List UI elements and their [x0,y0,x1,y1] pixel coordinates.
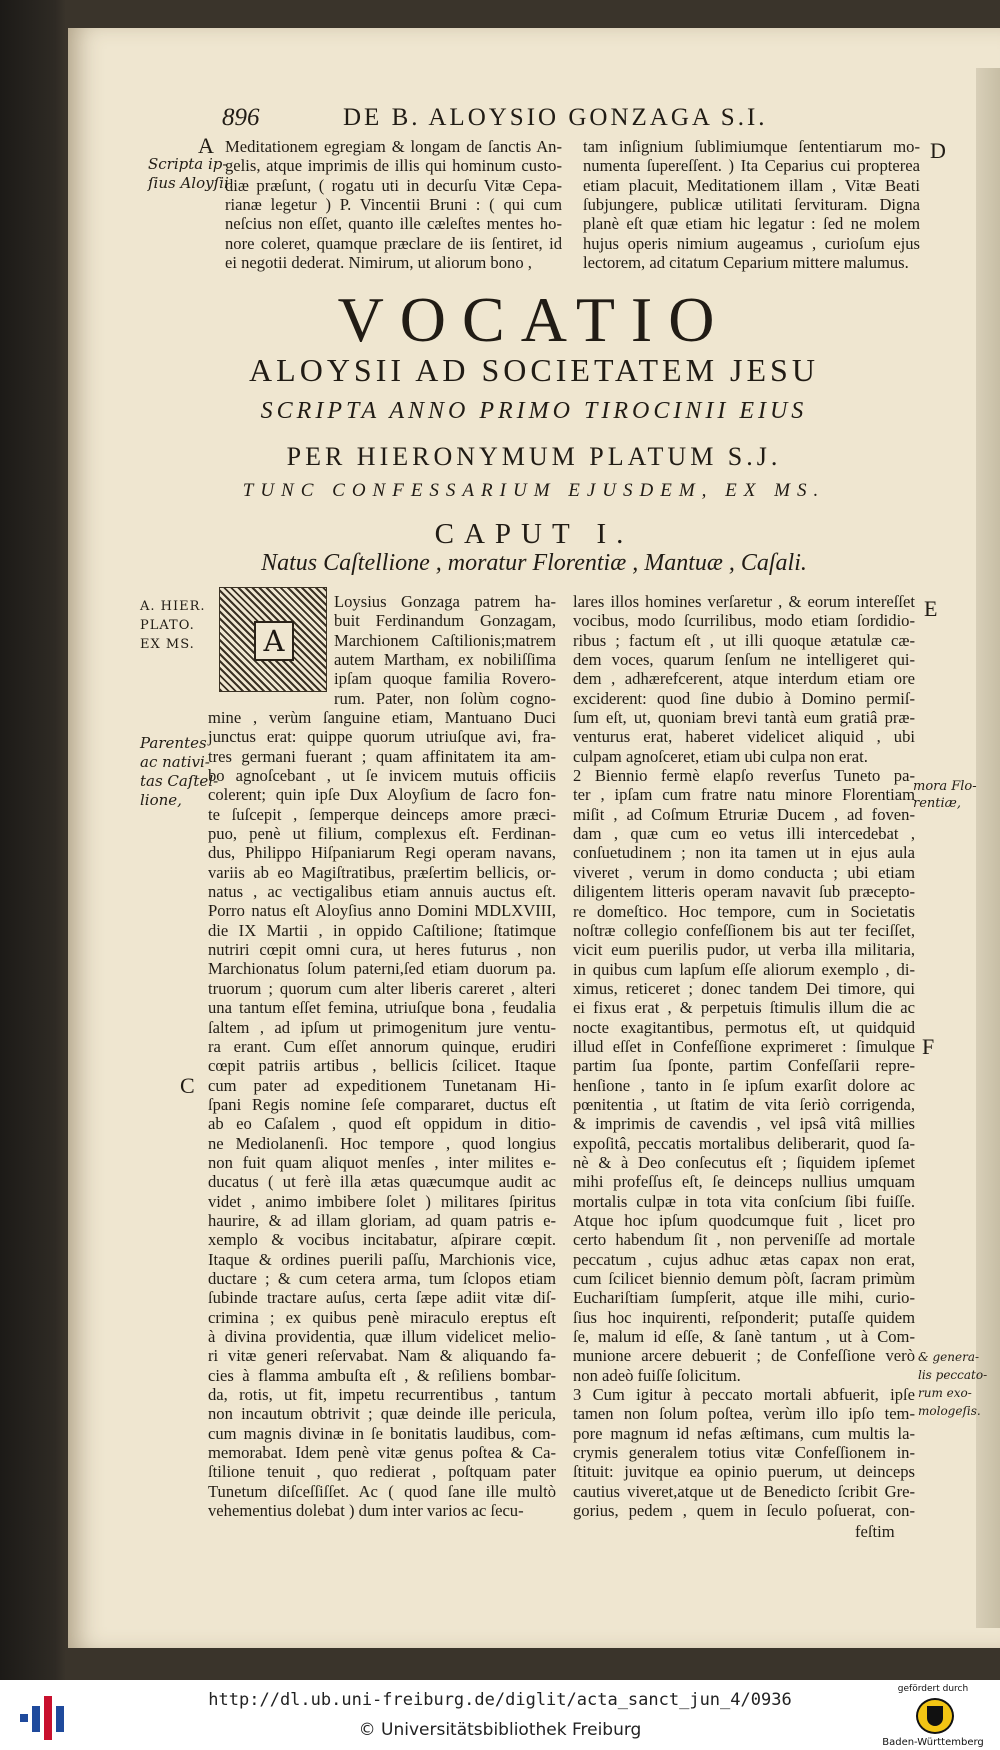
text-line: una tantum eſſet femina, utriuſque bona , feudalia [208,998,556,1018]
text-line: mihi profeſſus eſt, ſe deinceps nullius umquam [573,1172,915,1192]
text-line: non adeò fuiſſe ſolicitum. [573,1365,741,1385]
text-line: tamen non ſolum poſtea, verùm illo ipſo tem- [573,1404,915,1424]
running-title: DE B. ALOYSIO GONZAGA S.I. [343,104,768,131]
text-line: pœnitentia , ut ſtatim de vita ſeriò corrigenda, [573,1094,915,1114]
text-line: noſtræ collegio confeſſionem bis aut ter feciſſet, [573,920,915,940]
text-line: Atque hoc ipſum quodcumque fuit , licet pro [573,1211,915,1230]
text-line: vehementius dolebat ) dum inter varios ac ſecu- [208,1501,524,1521]
text-line: dam , quæ cum eo vetus illi intercedebat , [573,824,915,844]
text-line: ſtilione tenuit , quo redierat , poſtquam pater [208,1462,556,1482]
chapter-summary: Natus Caſtellione , moratur Florentiæ , Mantuæ , Caſali. [261,550,807,576]
marker-c: C [180,1073,195,1098]
text-line: haurire, & ad illam gloriam, ad quam patris e- [208,1210,556,1230]
text-line: nutriri cœpit omni cura, ut heres futurus , non [208,940,556,960]
text-line: vocibus, modo ſcurrilibus, modo etiam ſordidio- [573,611,915,631]
text-line: expoſitâ, peccatis mortalibus deliberarit, quod ſa- [573,1133,915,1153]
text-line: Marchionem Caſtilionis;matrem [334,630,556,650]
title-vocatio: VOCATIO [337,284,731,355]
col2-block [573,592,915,1521]
text-line: cum ſcilicet biennio demum pòſt, ſacram primùm [573,1269,915,1289]
title-line5: TUNC CONFESSARIUM EJUSDEM, EX MS. [242,480,826,501]
permalink-url[interactable]: http://dl.ub.uni-freiburg.de/diglit/acta_sanct_jun_4/0936 [208,1690,792,1710]
text-line: mine , verùm ſanguine etiam, Mantuano Duci [208,708,556,727]
text-line: da, rotis, ut fit, impetu recurrentibus , tantum [208,1385,556,1405]
text-line: Marchionatus ſolum paterni,ſed etiam duorum pa. [208,959,556,979]
text-line: lares illos homines verſaretur , & eorum intereſſet [573,592,915,611]
intro-left-column [225,137,562,272]
margin-note-line: mologeſis. [918,1404,981,1418]
text-line: Porro natus eſt Aloyſius anno Domini MDLXVIII, [208,901,556,921]
marker-a: A [198,133,214,158]
text-line: buit Ferdinandum Gonzagam, [334,611,556,631]
text-line: henſione , tanto in ſe ipſum exarſit dolore ac [573,1075,915,1095]
margin-note-mora [913,778,977,812]
chapter-heading: CAPUT I. [434,518,634,550]
text-line: à divina providentia, quæ illum videlicet melio- [208,1327,556,1346]
margin-note-line: & genera- [918,1350,980,1364]
text-line: nè & à Deo conſecutus eſt ; ſiquidem ipſemet [573,1152,915,1172]
sponsor-badge [878,1684,988,1748]
text-line: exciderent: quod ſine dubio à Domino permiſ- [573,688,915,708]
text-line: culpam agnoſceret, etiam ubi culpa non erat. [573,746,868,766]
margin-note-line: ac nativi- [140,753,210,771]
intro-line: planè eſt quæ etiam hic legatur : ſed ne molem [583,214,920,234]
text-line: ſius hoc inquirenti, reſponderit; putaſſe quidem [573,1307,915,1327]
text-line: peccatum , cujus adhuc ætas capax non erat, [573,1249,915,1269]
text-line: ri vitæ generi reſervabat. Nam & aliquando fa- [208,1346,556,1366]
marker-d: D [930,138,946,163]
text-line: cum magnis divinæ in ſe bonitatis laudibus, com- [208,1423,556,1443]
text-line: ſaltem , ad ipſum ut primogenitum jure ventu- [208,1017,556,1037]
col1-top-block [334,592,556,708]
text-line: crimina ; ex quibus penè miraculo ereptus eſt [208,1307,556,1327]
text-line: cœpit patriis artibus , bellicis ſcilicet. Itaque [208,1056,556,1076]
coat-of-arms-icon [916,1698,954,1734]
text-line: ipſam quoque familia Rovero- [334,669,556,689]
marker-f: F [922,1034,935,1059]
text-line: rum. Pater, non ſolùm cogno- [334,688,556,708]
margin-note-parentes [140,734,218,810]
text-line: miſit , ad Coſmum Etruriæ Ducem , ad foven- [573,804,915,824]
text-line: bo agnoſcebant , ut ſe invicem mutuis officiis [208,766,556,786]
title-line3: SCRIPTA ANNO PRIMO TIROCINII EIUS [260,398,808,424]
text-line: ſubinde tractare auſus, certa ſæpe adiit vitæ diſ- [208,1288,556,1308]
margin-note-line: tas Caſtel- [140,772,219,790]
sponsor-label: gefördert durch [897,1684,969,1694]
marginal-note-line: ſius Aloyſii. [148,174,234,192]
margin-note-line: lione, [140,791,182,809]
margin-note-line: lis peccato- [918,1368,988,1382]
text-line: 2 Biennio fermè elapſo reverſus Tuneto pa- [573,766,915,786]
intro-line: ei negotii dederat. Nimirum, ut aliorum bono , [225,253,532,273]
text-line: tres germani fuerant ; quam affinitatem ita am- [208,746,556,766]
intro-line: Meditationem egregiam & longam de ſanctis An- [225,137,562,156]
text-line: colerent; quin ipſe Dux Aloyſium de ſacro fon- [208,785,556,805]
marker-e: E [924,596,938,621]
text-line: te ſuſcepit , ſemperque deinceps amore præci- [208,804,556,824]
text-line: Itaque & ordines puerili paſſu, Marchionis vice, [208,1249,556,1269]
text-line: truorum ; quorum cum alter liberis careret , alteri [208,978,556,998]
text-line: natus , ac vectigalibus etiam annuis auctus eſt. [208,882,556,902]
initial-letter: A [254,621,294,661]
viewer-footer [0,1680,1000,1750]
marginal-note-line: Scripta ip- [148,155,228,173]
text-line: ductare ; & cum cetera arma, tum ſclopos etiam [208,1268,556,1288]
text-line: dem , adhærefcerent, atque interdum etiam ore [573,669,915,689]
intro-line: ſubjungere, publicæ utilitati ſervituram. Digna [583,195,920,215]
text-line: ab eo Caſalem , quod eſt oppidum in ditio- [208,1114,556,1134]
intro-line: nore coleret, quamque præclare de iis ſentiret, id [225,233,562,253]
text-line: ximus, reticeret ; donec tandem Dei timore, qui [573,978,915,998]
text-line: certo habendum ſit , non perveniſſe ad mortale [573,1230,915,1250]
sponsor-name: Baden-Württemberg [882,1737,984,1748]
margin-note-line: rentiæ, [913,796,962,811]
text-line: autem Martham, ex nobiliſſima [334,650,556,670]
margin-note-line: Parentes [140,734,207,752]
text-line: non fuit quam aliquot menſes , inter milites e- [208,1152,556,1172]
text-line: die IX Martii , in oppido Caſtilione; ſtatimque [208,920,556,940]
ornamental-initial [219,587,327,692]
source-note-line: EX MS. [140,637,195,652]
text-line: ducatus ( ut ferè illa ætas quæcumque audit ac [208,1172,556,1192]
intro-line: lectorem, ad citatum Ceparium mittere malumus. [583,253,909,273]
text-line: diligentem litteris operam navavit ſub præcepto- [573,882,915,902]
col1-main-block [208,708,556,1520]
text-line: puo, penè ut filium, complexus eſt. Ferdinan- [208,824,556,844]
text-line: ra erant. Cum eſſet annorum quinque, erudiri [208,1036,556,1056]
text-line: ſtituit: juvitque ea opinio puerum, ut deinceps [573,1462,915,1482]
title-line4: PER HIERONYMUM PLATUM S.J. [286,442,782,471]
text-line: cum pater ad expeditionem Tunetanam Hi- [208,1075,556,1095]
text-line: ne Mediolanenſi. Hoc tempore , quod longius [208,1133,556,1153]
text-line: conſuetudinem ; non ita tamen ut in ejus aula [573,843,915,863]
text-line: munione arcere debuerit ; de Confeſſione verò [573,1346,915,1366]
text-line: nocte exagitantibus, permotus eſt, ut quidquid [573,1017,915,1037]
margin-note-line: rum exo- [918,1386,972,1400]
text-line: ei fixus erat , & perpetuis ſtimulis illum die ac [573,998,915,1018]
intro-line: neſcius non eſſet, quanto ille cæleſtes mentes ho- [225,214,562,234]
title-line2: ALOYSII AD SOCIETATEM JESU [249,352,819,388]
text-line: crymis generalem totius vitæ Confeſſionem in- [573,1443,915,1463]
text-line: in quibus cum lapſum eſſe aliorum exemplo , di- [573,959,915,979]
source-note-line: A. HIER. [140,599,206,614]
text-line: dus, Philippo Hiſpaniarum Regi operam navans, [208,843,556,863]
text-line: variis ab eo Magiſtratibus, præſertim bellicis, or- [208,862,556,882]
intro-line: rianæ legetur ) P. Vincentii Bruni : ( qui cum [225,195,562,215]
text-line: venturus erat, haberet videlicet aliquid , ubi [573,727,915,747]
text-line: xemplo & vocibus incitabatur, aſpirare cœpit. [208,1230,556,1250]
margin-note-line: mora Flo- [913,779,977,794]
text-line: Loysius Gonzaga patrem ha- [334,592,556,611]
intro-line: numenta ſupereſſent. ) Ita Ceparius cui propterea [583,156,920,176]
text-line: vicit eum puerilis pudor, ut verba illa militaria, [573,940,915,960]
text-line: Euchariſtiam ſumpſerit, atque ille mihi, curio- [573,1288,915,1308]
text-line: ribus ; factum eſt , ut illi quoque ætatulæ cæ- [573,630,915,650]
intro-right-column [583,137,920,272]
text-line: 3 Cum igitur à peccato mortali abfuerit, ipſe [573,1385,915,1405]
text-line: cies à flamma ambuſta eſt , & reſiliens bombar- [208,1365,556,1385]
text-line: gorius, pedem , quem in ſeculo poſuerat, con- [573,1501,915,1521]
text-line: Tunetum diſceſſiſſet. Ac ( quod ſane ille multò [208,1481,556,1501]
text-line: mortalis culpæ in tota vita conſcium ſibi fuiſſe. [573,1191,915,1211]
catchword: feſtim [855,1522,895,1541]
text-line: ſpani Regis nomine ſeſe compararet, ductus eſt [208,1094,556,1114]
text-line: viveret , verum in domo conducta ; ubi etiam [573,862,915,882]
text-line: pore magnum id nefas æſtimans, cum multis la- [573,1423,915,1443]
intro-line: etiam placuit, Meditationem illam , Vitæ Beati [583,175,920,195]
text-line: cautius viveret,atque ut de Benedicto ſcribit Gre- [573,1481,915,1501]
intro-line: diæ præſunt, ( rogatu uti in decurſu Vitæ Cepa- [225,175,562,195]
text-line: ter , ipſam cum fratre natu minore Florentiam [573,785,915,805]
text-line: dem voces, quarum ſenſum ne intelligeret qui- [573,650,915,670]
page-number: 896 [222,104,260,131]
intro-line: tam inſignium ſublimiumque ſententiarum mo- [583,137,920,156]
text-line: illud eſſet in Confeſſione exprimeret : ſimulque [573,1036,915,1056]
copyright-notice: © Universitätsbibliothek Freiburg [358,1720,642,1740]
margin-note-generalis [918,1348,987,1420]
text-line: memorabat. Idem penè vitæ genus poſtea & Ca- [208,1443,556,1463]
text-line: & imprimis de cavendis , vel ipsâ vitâ millies [573,1114,915,1134]
text-line: junctus erat: quippe quorum utriuſque avi, fra- [208,727,556,747]
marginal-note-scripta [148,155,234,193]
text-line: ſum eſt, ut, quoniam brevi tantà eum gratiâ præ- [573,708,915,728]
text-line: partim ſua ſponte, partim Confeſſarii repre- [573,1056,915,1076]
text-line: non incautum obtrivit ; quæ deinde ille pericula, [208,1404,556,1424]
intro-line: gelis, atque imprimis de illis qui hominum custo- [225,156,562,176]
source-note [140,597,206,654]
text-line: videt , animo imbibere ſolet ) militares ſpiritus [208,1191,556,1211]
intro-line: hujus operis nimium augeamus , curioſum ejus [583,233,920,253]
text-line: ſe, malum id eſſe, & ſanè tantum , ut à Com- [573,1327,915,1347]
source-note-line: PLATO. [140,618,195,633]
text-line: re domeſtico. Hoc tempore, cum in Societatis [573,901,915,921]
